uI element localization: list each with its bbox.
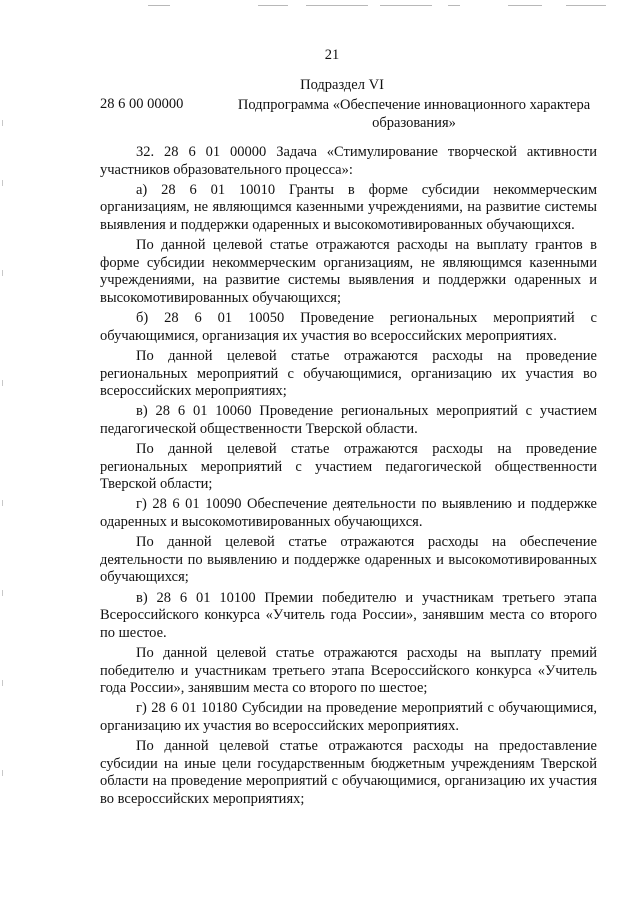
scan-edge-artifacts: [2, 120, 5, 820]
paragraph-item-a: а) 28 6 01 10010 Гранты в форме субсидии некоммерческим организациям, не являющимся казенными учреждениями, на развитие системы выявления и поддержки одаренных и высокомотивированных обучающихся.: [100, 181, 597, 233]
program-code: 28 6 00 00000: [100, 96, 184, 112]
paragraph-item-g: г) 28 6 01 10090 Обеспечение деятельности по выявлению и поддержке одаренных и высокомотивированных обучающихся.: [100, 496, 597, 531]
paragraph-item-g2: г) 28 6 01 10180 Субсидии на проведение мероприятий с обучающимися, организацию их участия во всероссийских мероприятиях.: [100, 700, 597, 734]
paragraph-description-a: По данной целевой статье отражаются расходы на выплату грантов в форме субсидии некоммерческим организациям, не являющимся казенными учреждениями, на развитие системы выявления и поддержки одаренных и высокомотивированных обучающихся;: [100, 237, 597, 306]
subsection-title: Подраздел VI: [300, 77, 384, 93]
paragraph-task: 32. 28 6 01 00000 Задача «Стимулирование творческой активности участников образовательного процесса»:: [100, 144, 597, 178]
paragraph-item-v2: в) 28 6 01 10100 Премии победителю и участникам третьего этапа Всероссийского конкурса «Учитель года России», занявшим места со второго по шестое.: [100, 589, 597, 641]
paragraph-item-v: в) 28 6 01 10060 Проведение региональных мероприятий с участием педагогической общественности Тверской области.: [100, 403, 597, 437]
paragraph-description-b: По данной целевой статье отражаются расходы на проведение региональных мероприятий с обучающимися, организацию их участия во всероссийских мероприятиях;: [100, 347, 597, 400]
program-title: Подпрограмма «Обеспечение инновационного характера образования»: [237, 97, 591, 131]
paragraph-description-v: По данной целевой статье отражаются расходы на проведение региональных мероприятий с участием педагогической общественности Тверской области;: [100, 441, 597, 493]
paragraph-description-v2: По данной целевой статье отражаются расходы на выплату премий победителю и участникам третьего этапа Всероссийского конкурса «Учитель года России», занявшим места со второго по шестое;: [100, 644, 597, 697]
page-number: 21: [324, 47, 340, 63]
paragraph-item-b: б) 28 6 01 10050 Проведение региональных мероприятий с обучающимися, организация их участия во всероссийских мероприятиях.: [100, 310, 597, 344]
paragraph-description-g2: По данной целевой статье отражаются расходы на предоставление субсидии на иные цели государственным бюджетным учреждениям Тверской области на проведение мероприятий с обучающимися, организацию их участия во всероссийских мероприятиях;: [100, 738, 597, 807]
document-body: [100, 144, 597, 811]
scan-artifacts: [0, 0, 640, 14]
paragraph-description-g: По данной целевой статье отражаются расходы на обеспечение деятельности по выявлению и поддержке одаренных и высокомотивированных обучающихся;: [100, 534, 597, 586]
